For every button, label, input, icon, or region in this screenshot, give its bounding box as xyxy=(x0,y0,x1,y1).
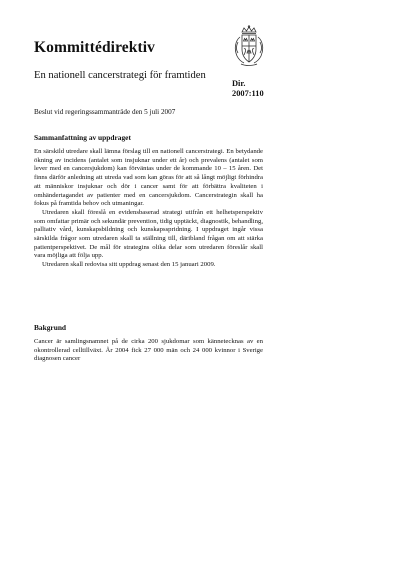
paragraph: En särskild utredare skall lämna förslag till en nationell cancerstrategi. En betydande ökning av incidens (antalet som insjuknar under ett år) och prevalens (antalet som lever med en cancersjukdom) kan förväntas under de kommande 10 – 15 åren. Det finns därför anledning att utreda vad som kan göras för att så långt möjligt förhindra att människor insjuknar och dör i cancer samt för att förbättra kvaliteten i omhändertagandet av patienter med en cancersjukdom. Cancerstrategin skall ha fokus på framtida behov och utmaningar. xyxy=(34,148,263,208)
coat-of-arms-icon xyxy=(231,25,267,67)
paragraph: Cancer är samlingsnamnet på de cirka 200 sjukdomar som kännetecknas av en okontrollerad celltillväxt. År 2004 fick 27 000 män och 24 000 kvinnor i Sverige diagnosen cancer xyxy=(34,338,263,363)
paragraph: Utredaren skall föreslå en evidensbaserad strategi utifrån ett helhetsperspektiv som omfattar primär och sekundär prevention, tidig upptäckt, diagnostik, behandling, palliativ vård, kunskapsbildning och kunskapsspridning. I uppdraget ingår vissa särskilda frågor som utredaren skall ta ställning till, däribland frågan om att stärka patientperspektivet. De mål för strategins olika delar som utredaren föreslår skall vara möjliga att följa upp. xyxy=(34,208,263,260)
section-background xyxy=(34,323,263,364)
directive-number-block xyxy=(232,79,264,99)
decision-line: Beslut vid regeringssammanträde den 5 juli 2007 xyxy=(34,108,176,116)
directive-number: 2007:110 xyxy=(232,89,264,98)
section-heading: Bakgrund xyxy=(34,323,67,332)
directive-label: Dir. xyxy=(232,79,246,88)
section-heading: Sammanfattning av uppdraget xyxy=(34,133,131,142)
paragraph: Utredaren skall redovisa sitt uppdrag senast den 15 januari 2009. xyxy=(42,261,216,269)
document-subtitle: En nationell cancerstrategi för framtiden xyxy=(34,70,206,81)
section-summary xyxy=(34,133,263,270)
document-title: Kommittédirektiv xyxy=(34,39,155,56)
